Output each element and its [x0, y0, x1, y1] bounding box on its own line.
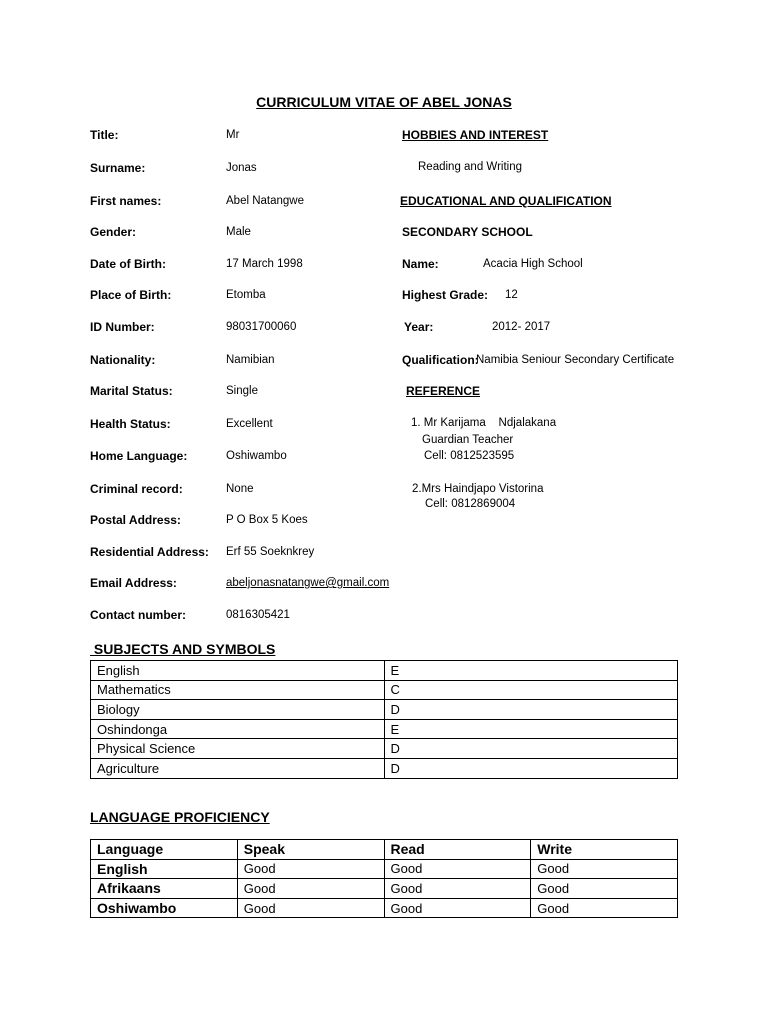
table-row: [91, 719, 678, 739]
table-row: [91, 879, 678, 899]
label-residential-address: Residential Address:: [90, 545, 209, 559]
label-first-names: First names:: [90, 194, 162, 208]
reference-1-name: 1. Mr Karijama Ndjalakana: [411, 417, 557, 429]
symbol-cell: D: [384, 739, 678, 759]
language-cell: Afrikaans: [91, 879, 238, 899]
label-contact-number: Contact number:: [90, 608, 186, 622]
reference-2-cell: Cell: 0812869004: [425, 498, 516, 510]
symbol-cell: C: [384, 680, 678, 700]
value-postal-address: P O Box 5 Koes: [226, 514, 308, 526]
value-criminal-record: None: [226, 483, 254, 495]
table-row: [91, 700, 678, 720]
write-cell: Good: [531, 879, 678, 899]
label-email-address: Email Address:: [90, 576, 177, 590]
speak-cell: Good: [237, 879, 384, 899]
speak-cell: Good: [237, 898, 384, 918]
reference-1-role: Guardian Teacher: [422, 434, 514, 446]
speak-cell: Good: [237, 859, 384, 879]
reference-1-cell: Cell: 0812523595: [424, 450, 515, 462]
label-health-status: Health Status:: [90, 417, 171, 431]
hobbies-heading: HOBBIES AND INTEREST: [402, 128, 549, 142]
qualification-value: Namibia Seniour Secondary Certificate: [476, 354, 675, 366]
label-place-of-birth: Place of Birth:: [90, 288, 172, 302]
value-marital-status: Single: [226, 385, 258, 397]
symbol-cell: D: [384, 758, 678, 778]
column-header: Language: [91, 840, 238, 860]
hobbies-text: Reading and Writing: [418, 161, 522, 173]
label-home-language: Home Language:: [90, 449, 188, 463]
value-gender: Male: [226, 226, 251, 238]
subject-cell: Mathematics: [91, 680, 385, 700]
table-row: [91, 680, 678, 700]
value-place-of-birth: Etomba: [226, 289, 266, 301]
value-id-number: 98031700060: [226, 321, 297, 333]
highest-grade-value: 12: [505, 289, 518, 301]
symbol-cell: E: [384, 719, 678, 739]
reference-2-name: 2.Mrs Haindjapo Vistorina: [412, 483, 544, 495]
label-title: Title:: [90, 128, 119, 142]
label-postal-address: Postal Address:: [90, 513, 181, 527]
read-cell: Good: [384, 859, 531, 879]
language-heading: LANGUAGE PROFICIENCY: [90, 809, 270, 825]
language-cell: English: [91, 859, 238, 879]
table-row: [91, 661, 678, 681]
value-date-of-birth: 17 March 1998: [226, 258, 303, 270]
label-marital-status: Marital Status:: [90, 384, 173, 398]
label-surname: Surname:: [90, 161, 146, 175]
language-cell: Oshiwambo: [91, 898, 238, 918]
value-first-names: Abel Natangwe: [226, 195, 304, 207]
value-home-language: Oshiwambo: [226, 450, 287, 462]
value-health-status: Excellent: [226, 418, 273, 430]
symbol-cell: E: [384, 661, 678, 681]
document-title: CURRICULUM VITAE OF ABEL JONAS: [256, 94, 512, 110]
label-gender: Gender:: [90, 225, 137, 239]
column-header: Write: [531, 840, 678, 860]
label-criminal-record: Criminal record:: [90, 482, 183, 496]
email-link[interactable]: abeljonasnatangwe@gmail.com: [226, 577, 390, 589]
symbol-cell: D: [384, 700, 678, 720]
column-header: Speak: [237, 840, 384, 860]
label-nationality: Nationality:: [90, 353, 156, 367]
value-nationality: Namibian: [226, 354, 275, 366]
subjects-table: [90, 660, 678, 779]
table-row: [91, 758, 678, 778]
write-cell: Good: [531, 859, 678, 879]
label-id-number: ID Number:: [90, 320, 155, 334]
language-table: [90, 839, 678, 918]
label-date-of-birth: Date of Birth:: [90, 257, 166, 271]
read-cell: Good: [384, 898, 531, 918]
school-name-label: Name:: [402, 257, 439, 271]
qualification-label: Qualification:: [402, 353, 479, 367]
value-surname: Jonas: [226, 162, 257, 174]
reference-heading: REFERENCE: [406, 384, 481, 398]
table-row: [91, 739, 678, 759]
value-residential-address: Erf 55 Soeknkrey: [226, 546, 315, 558]
year-label: Year:: [404, 320, 434, 334]
value-contact-number: 0816305421: [226, 609, 290, 621]
value-title: Mr: [226, 129, 240, 141]
subject-cell: Physical Science: [91, 739, 385, 759]
subjects-heading: SUBJECTS AND SYMBOLS: [90, 641, 276, 657]
write-cell: Good: [531, 898, 678, 918]
subject-cell: Oshindonga: [91, 719, 385, 739]
highest-grade-label: Highest Grade:: [402, 288, 489, 302]
read-cell: Good: [384, 879, 531, 899]
table-row: [91, 898, 678, 918]
year-value: 2012- 2017: [492, 321, 551, 333]
table-row: [91, 859, 678, 879]
secondary-school-heading: SECONDARY SCHOOL: [402, 225, 533, 239]
subject-cell: Agriculture: [91, 758, 385, 778]
education-heading: EDUCATIONAL AND QUALIFICATION: [400, 194, 612, 208]
school-name-value: Acacia High School: [483, 258, 583, 270]
table-header-row: [91, 840, 678, 860]
subject-cell: Biology: [91, 700, 385, 720]
subject-cell: English: [91, 661, 385, 681]
column-header: Read: [384, 840, 531, 860]
